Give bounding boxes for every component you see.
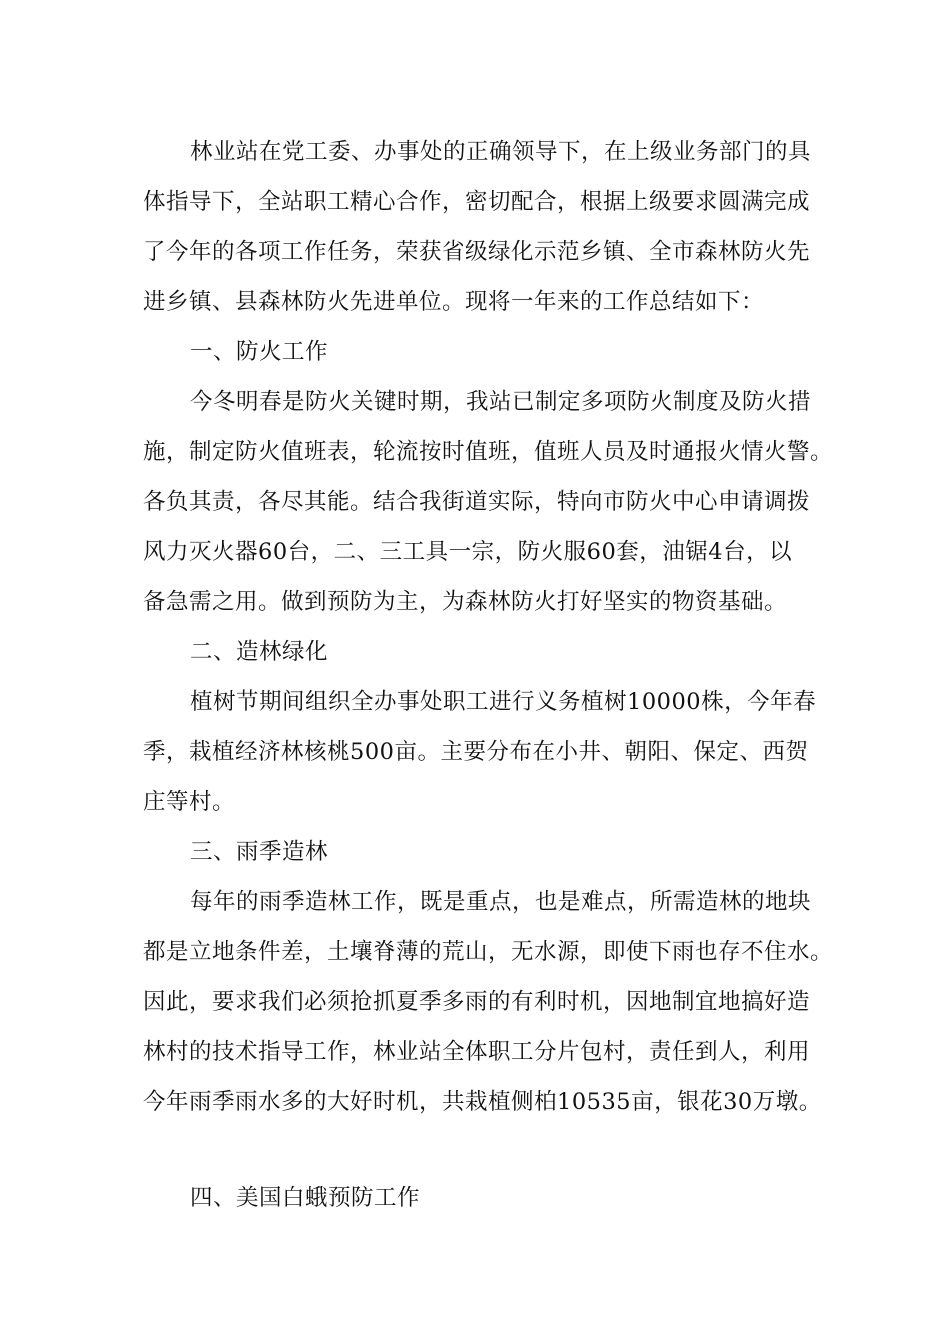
- paragraph-intro-line-3: 了今年的各项工作任务，荣获省级绿化示范乡镇、全市森林防火先: [143, 239, 811, 265]
- paragraph-fire-line-3: 各负其责，各尽其能。结合我街道实际，特向市防火中心申请调拨: [143, 489, 811, 515]
- paragraph-afforestation-line-3: 庄等村。: [143, 789, 236, 815]
- section-heading-fire-prevention: 一、防火工作: [190, 339, 329, 365]
- paragraph-rainy-line-5: 今年雨季雨水多的大好时机，共栽植侧柏10535亩，银花30万墩。: [143, 1089, 822, 1115]
- paragraph-intro-line-2: 体指导下，全站职工精心合作，密切配合，根据上级要求圆满完成: [143, 189, 811, 215]
- section-heading-rainy-season: 三、雨季造林: [190, 839, 329, 865]
- paragraph-afforestation-line-2: 季，栽植经济林核桃500亩。主要分布在小井、朝阳、保定、西贺: [143, 739, 809, 765]
- paragraph-intro-line-4: 进乡镇、县森林防火先进单位。现将一年来的工作总结如下：: [143, 289, 765, 315]
- paragraph-fire-line-4: 风力灭火器60台，二、三工具一宗，防火服60套，油锯4台，以: [143, 539, 793, 565]
- section-heading-white-moth: 四、美国白蛾预防工作: [190, 1185, 421, 1211]
- paragraph-fire-line-1: 今冬明春是防火关键时期，我站已制定多项防火制度及防火措: [190, 389, 812, 415]
- paragraph-intro-line-1: 林业站在党工委、办事处的正确领导下，在上级业务部门的具: [190, 139, 812, 165]
- paragraph-fire-line-5: 备急需之用。做到预防为主，为森林防火打好坚实的物资基础。: [143, 589, 788, 615]
- paragraph-rainy-line-1: 每年的雨季造林工作，既是重点，也是难点，所需造林的地块: [190, 889, 812, 915]
- paragraph-rainy-line-2: 都是立地条件差，土壤脊薄的荒山，无水源，即使下雨也存不住水。: [143, 939, 834, 965]
- paragraph-rainy-line-4: 林村的技术指导工作，林业站全体职工分片包村，责任到人，利用: [143, 1039, 811, 1065]
- paragraph-afforestation-line-1: 植树节期间组织全办事处职工进行义务植树10000株，今年春: [190, 689, 817, 715]
- paragraph-rainy-line-3: 因此，要求我们必须抢抓夏季多雨的有利时机，因地制宜地搞好造: [143, 989, 811, 1015]
- paragraph-fire-line-2: 施，制定防火值班表，轮流按时值班，值班人员及时通报火情火警。: [143, 439, 834, 465]
- section-heading-afforestation: 二、造林绿化: [190, 639, 329, 665]
